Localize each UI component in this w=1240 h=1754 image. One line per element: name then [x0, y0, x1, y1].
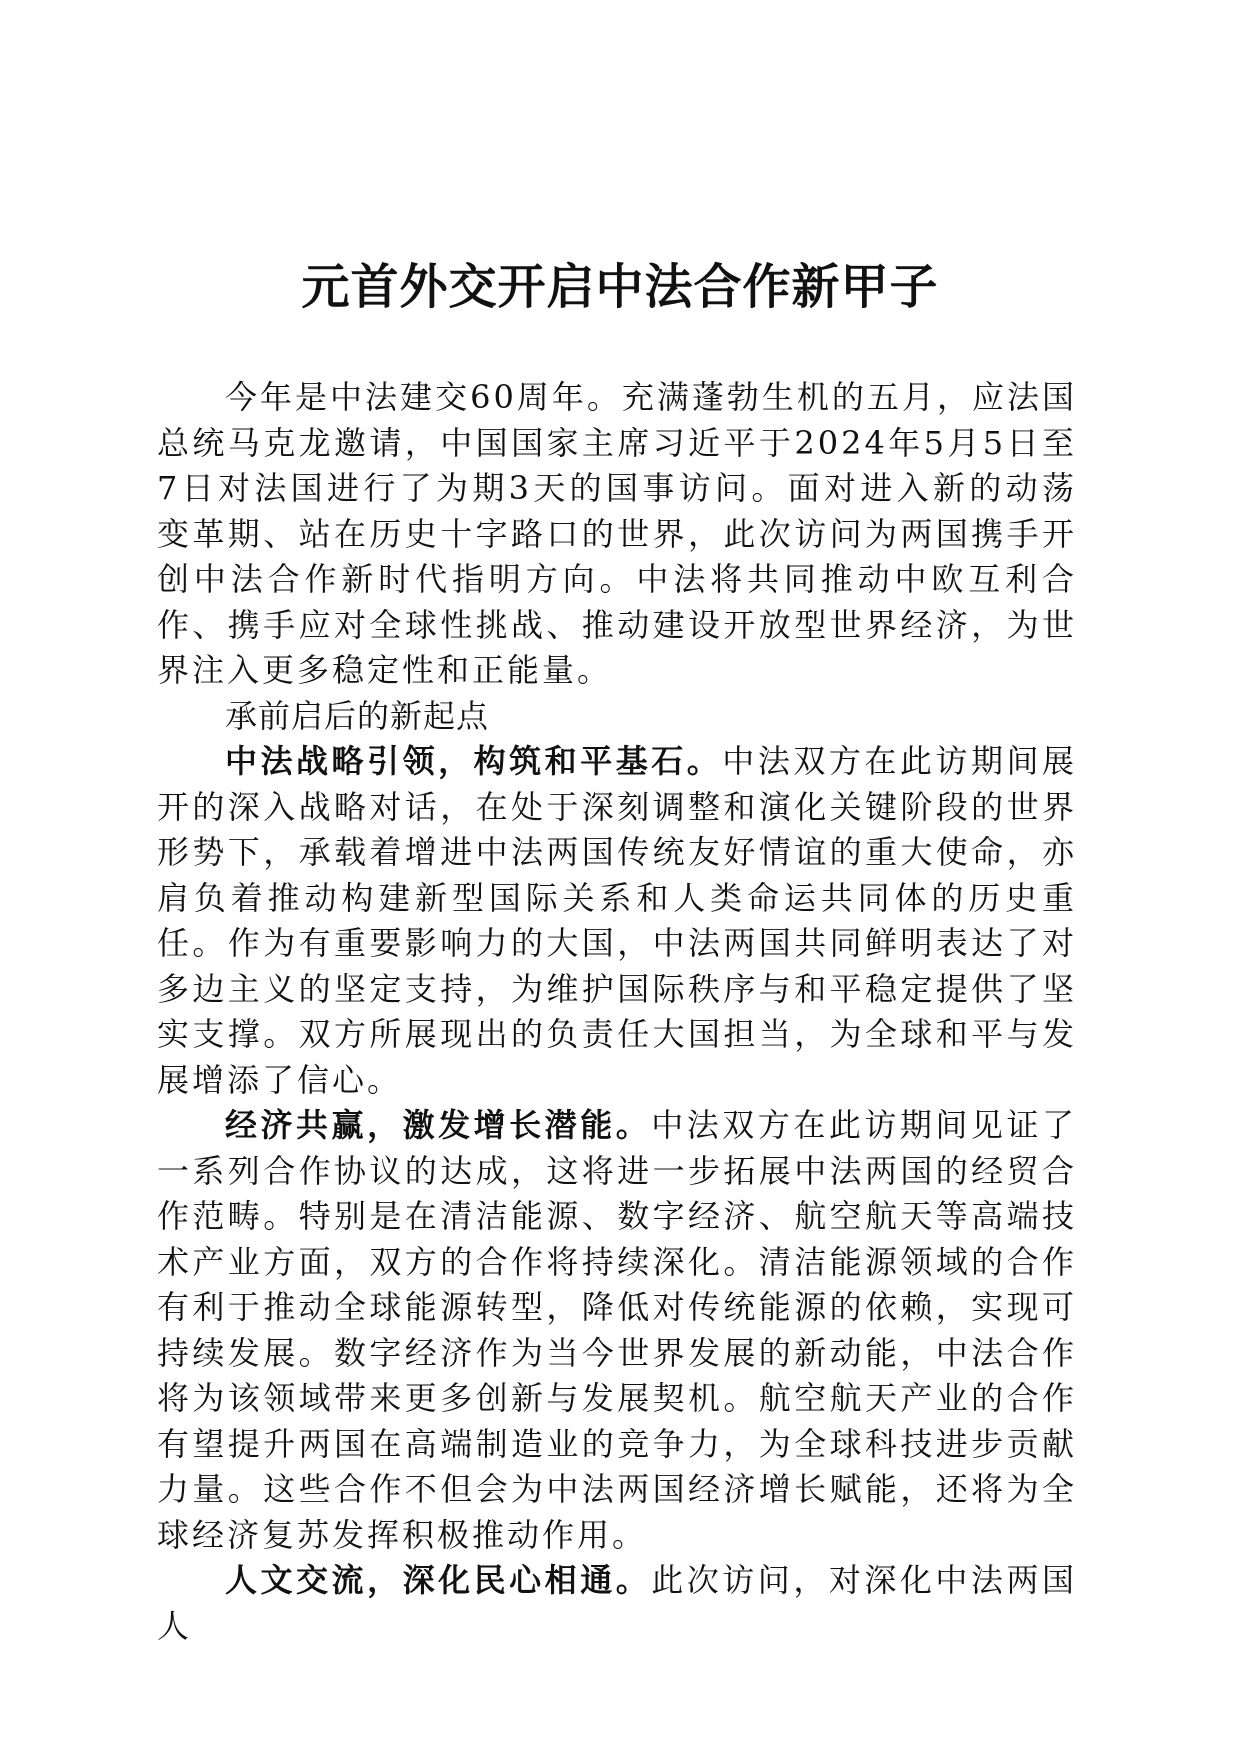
section-text-culture: 此次访问，对深化中法两国人: [157, 1561, 1077, 1645]
document-body: [157, 375, 1077, 1649]
section-lead-culture: 人文交流，深化民心相通。: [225, 1561, 652, 1599]
intro-paragraph: 今年是中法建交60周年。充满蓬勃生机的五月，应法国总统马克龙邀请，中国国家主席习近平于2024年5月5日至7日对法国进行了为期3天的国事访问。面对进入新的动荡变革期、站在历史十字路口的世界，此次访问为两国携手开创中法合作新时代指明方向。中法将共同推动中欧互利合作、携手应对全球性挑战、推动建设开放型世界经济，为世界注入更多稳定性和正能量。: [157, 378, 1077, 689]
section-paragraph-culture: [157, 1558, 1077, 1649]
section-paragraph-economy: [157, 1103, 1077, 1558]
section-text-economy: 中法双方在此访期间见证了一系列合作协议的达成，这将进一步拓展中法两国的经贸合作范畴。特别是在清洁能源、数字经济、航空航天等高端技术产业方面，双方的合作将持续深化。清洁能源领域的合作有利于推动全球能源转型，降低对传统能源的依赖，实现可持续发展。数字经济作为当今世界发展的新动能，中法合作将为该领域带来更多创新与发展契机。航空航天产业的合作有望提升两国在高端制造业的竞争力，为全球科技进步贡献力量。这些合作不但会为中法两国经济增长赋能，还将为全球经济复苏发挥积极推动作用。: [157, 1106, 1077, 1554]
section-paragraph-strategy: [157, 739, 1077, 1103]
section-text-strategy: 中法双方在此访期间展开的深入战略对话，在处于深刻调整和演化关键阶段的世界形势下，承载着增进中法两国传统友好情谊的重大使命，亦肩负着推动构建新型国际关系和人类命运共同体的历史重任。作为有重要影响力的大国，中法两国共同鲜明表达了对多边主义的坚定支持，为维护国际秩序与和平稳定提供了坚实支撑。双方所展现出的负责任大国担当，为全球和平与发展增添了信心。: [157, 742, 1077, 1099]
document-title: 元首外交开启中法合作新甲子: [301, 259, 939, 315]
section-lead-economy: 经济共赢，激发增长潜能。: [225, 1106, 652, 1144]
section-heading: 承前启后的新起点: [225, 696, 490, 735]
section-lead-strategy: 中法战略引领，构筑和平基石。: [225, 742, 723, 780]
